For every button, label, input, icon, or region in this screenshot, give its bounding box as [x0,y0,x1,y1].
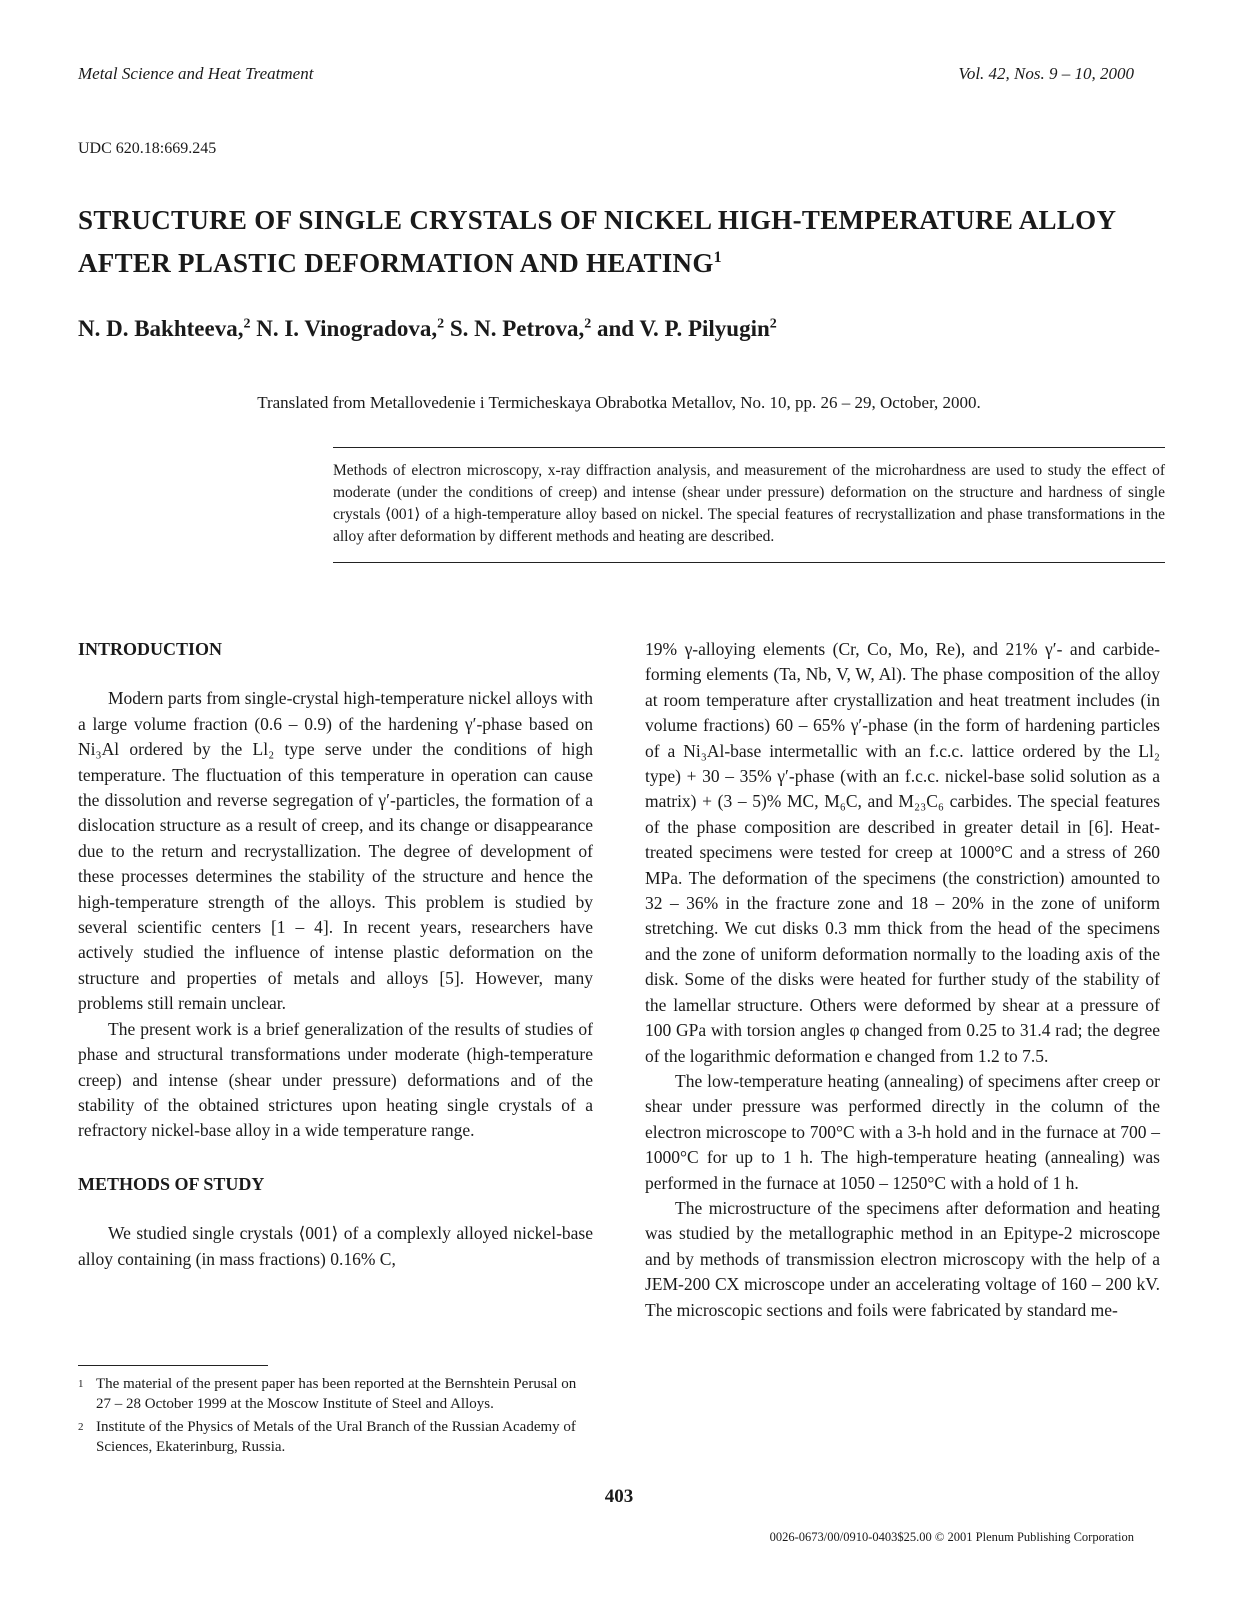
footnote-text: The material of the present paper has been reported at the Bernshtein Perusal on 27 – 28 October 1999 at the Moscow Institute of Steel and Alloys. [96,1376,577,1412]
paper-title-text: STRUCTURE OF SINGLE CRYSTALS OF NICKEL HIGH-TEMPERATURE ALLOY AFTER PLASTIC DEFORMATION AND HEATING [78,205,1116,278]
udc-code: UDC 620.18:669.245 [78,140,217,157]
author-name: and V. P. Pilyugin [596,316,770,341]
footnote-mark: 1 [78,1378,84,1390]
author-affiliation-mark: 2 [769,316,777,332]
translation-note: Translated from Metallovedenie i Termicheskaya Obrabotka Metallov, No. 10, pp. 26 – 29, October, 2000. [257,393,981,412]
paragraph: Modern parts from single-crystal high-temperature nickel alloys with a large volume fraction (0.6 – 0.9) of the hardening γ′-phase based on Ni₃Al ordered by the Ll₂ type serve under the conditions of high temperature. The fluctuation of this temperature in operation can cause the dissolution and reverse segregation of γ′-particles, the formation of a dislocation structure as a result of creep, and its change or disappearance due to the return and recrystallization. The degree of development of these processes determines the stability of the structure and hence the high-temperature strength of the alloys. This problem is studied by several scientific centers [1 – 4]. In recent years, researchers have actively studied the influence of intense plastic deformation on the structure and properties of metals and alloys [5]. However, many problems still remain unclear. [78,688,593,1014]
title-footnote-mark: 1 [713,249,722,266]
footnote [78,1374,593,1414]
author-name: N. D. Bakhteeva, [78,316,244,341]
section-heading-methods: METHODS OF STUDY [78,1173,265,1194]
paragraph: The present work is a brief generalization of the results of studies of phase and structural transformations under moderate (high-temperature creep) and intense (shear under pressure) deformations and of the stability of the obtained strictures upon heating single crystals of a refractory nickel-base alloy in a wide temperature range. [78,1018,593,1141]
right-column [645,637,1160,1323]
paragraph: The low-temperature heating (annealing) of specimens after creep or shear under pressure was performed directly in the column of the electron microscope to 700°C with a 3-h hold and in the furnace at 700 – 1000°C for up to 1 h. The high-temperature heating (annealing) was performed in the furnace at 1050 – 1250°C with a hold of 1 h. [645,1070,1160,1193]
author-name: S. N. Petrova, [449,316,585,341]
section-heading-introduction: INTRODUCTION [78,639,223,659]
paragraph: We studied single crystals ⟨001⟩ of a complexly alloyed nickel-base alloy containing (in mass fractions) 0.16% C, [78,1223,593,1269]
copyright-line: 0026-0673/00/0910-0403$25.00 © 2001 Plenum Publishing Corporation [769,1530,1134,1544]
paragraph: The microstructure of the specimens after deformation and heating was studied by the metallographic method in an Epitype-2 microscope and by methods of transmission electron microscopy with the help of a JEM-200 CX microscope under an accelerating voltage of 160 – 200 kV. The microscopic sections and foils were fabricated by standard me- [645,1197,1160,1320]
footnotes [78,1365,593,1460]
author-affiliation-mark: 2 [584,316,592,332]
author-list [78,316,777,342]
footnote [78,1417,593,1457]
volume-info: Vol. 42, Nos. 9 – 10, 2000 [958,64,1134,83]
abstract: Methods of electron microscopy, x-ray diffraction analysis, and measurement of the microhardness are used to study the effect of moderate (under the conditions of creep) and intense (shear under pressure) deformation on the structure and hardness of single crystals ⟨001⟩ of a high-temperature alloy based on nickel. The special features of recrystallization and phase transformations in the alloy after deformation by different methods and heating are described. [333,447,1165,563]
author-affiliation-mark: 2 [243,316,251,332]
paragraph: 19% γ-alloying elements (Cr, Co, Mo, Re), and 21% γ′- and carbide-forming elements (Ta, Nb, V, W, Al). The phase composition of the alloy at room temperature after crystallization and heat treatment includes (in volume fractions) 60 – 65% γ′-phase (in the form of hardening particles of a Ni₃Al-base intermetallic with an f.c.c. lattice ordered by the Ll₂ type) + 30 – 35% γ′-phase (with an f.c.c. nickel-base solid solution as a matrix) + (3 – 5)% MC, M₆C, and M₂₃C₆ carbides. The special features of the phase composition are described in greater detail in [6]. Heat-treated specimens were tested for creep at 1000°C and a stress of 260 MPa. The deformation of the specimens (the constriction) amounted to 32 – 36% in the fracture zone and 18 – 20% in the zone of uniform stretching. We cut disks 0.3 mm thick from the head of the specimens and the zone of uniform deformation normally to the loading axis of the disk. Some of the disks were heated for further study of the stability of the lamellar structure. Others were deformed by shear at a pressure of 100 GPa with torsion angles φ changed from 0.25 to 31.4 rad; the degree of the logarithmic deformation e changed from 1.2 to 7.5. [645,639,1160,1066]
left-column [78,637,593,1272]
page-number: 403 [604,1486,634,1507]
footnote-text: Institute of the Physics of Metals of the Ural Branch of the Russian Academy of Sciences, Ekaterinburg, Russia. [96,1419,576,1455]
footnote-divider [78,1365,268,1366]
author-name: N. I. Vinogradova, [256,316,438,341]
footnote-mark: 2 [78,1421,84,1433]
author-affiliation-mark: 2 [437,316,445,332]
paper-title [78,202,1138,282]
journal-name: Metal Science and Heat Treatment [78,64,314,83]
